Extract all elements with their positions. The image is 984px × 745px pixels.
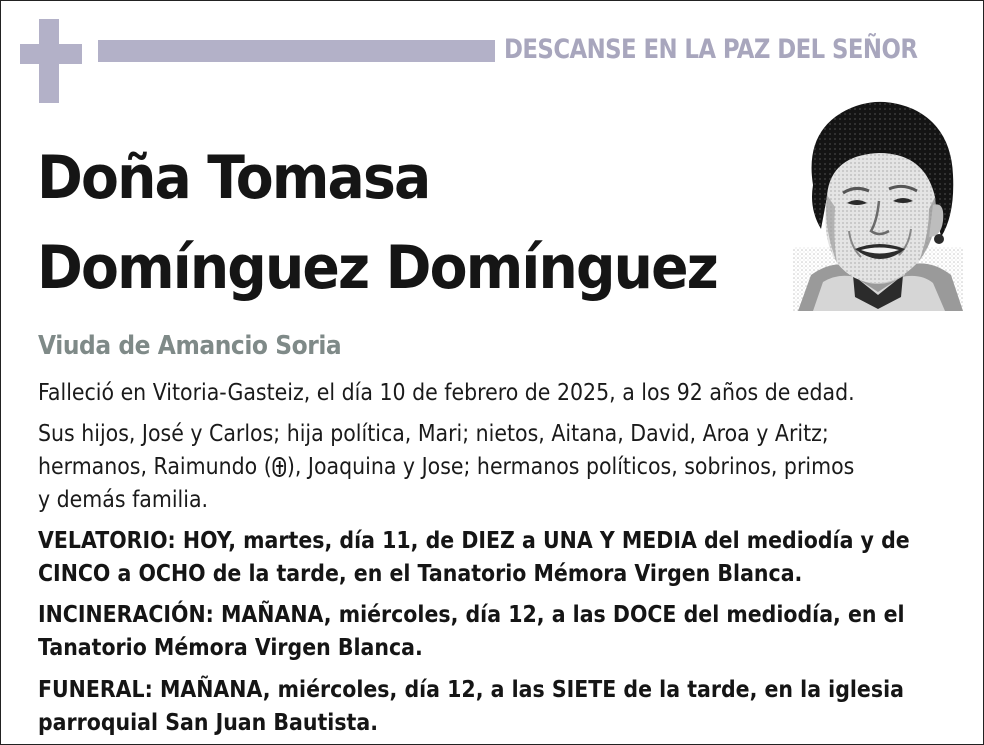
incineracion-paragraph	[38, 599, 930, 665]
incineracion-line-1: INCINERACIÓN: MAÑANA, miércoles, día 12, a las DOCE del mediodía, en el	[38, 602, 905, 628]
deceased-cross-icon	[273, 457, 286, 477]
velatorio-line-1: VELATORIO: HOY, martes, día 11, de DIEZ a UNA Y MEDIA del mediodía y de	[38, 528, 910, 554]
funeral-line-1: FUNERAL: MAÑANA, miércoles, día 12, a las SIETE de la tarde, en la iglesia	[38, 677, 904, 703]
funeral-line-2: parroquial San Juan Bautista.	[38, 710, 378, 736]
velatorio-paragraph	[38, 525, 930, 591]
portrait-photo	[793, 97, 963, 311]
death-notice-text: Falleció en Vitoria-Gasteiz, el día 10 de febrero de 2025, a los 92 años de edad.	[38, 380, 855, 406]
velatorio-line-2: CINCO a OCHO de la tarde, en el Tanatorio Mémora Virgen Blanca.	[38, 561, 803, 587]
cross-icon	[20, 19, 82, 103]
family-line-2-start: hermanos, Raimundo (	[38, 454, 272, 480]
death-notice-paragraph	[38, 377, 930, 410]
header-divider-bar	[98, 40, 495, 62]
family-line-3: y demás familia.	[38, 487, 209, 513]
incineracion-line-2: Tanatorio Mémora Virgen Blanca.	[38, 635, 423, 661]
deceased-name-line-2: Domínguez Domínguez	[37, 233, 717, 303]
deceased-name-line-1: Doña Tomasa	[37, 143, 430, 213]
family-line-2-end: ), Joaquina y Jose; hermanos políticos, sobrinos, primos	[286, 454, 855, 480]
funeral-paragraph	[38, 674, 930, 740]
family-line-2	[38, 451, 930, 484]
family-line-1: Sus hijos, José y Carlos; hija política, Mari; nietos, Aitana, David, Aroa y Aritz;	[38, 421, 829, 447]
deceased-name	[37, 133, 717, 313]
header-title: DESCANSE EN LA PAZ DEL SEÑOR	[504, 34, 918, 65]
widow-subtitle: Viuda de Amancio Soria	[38, 331, 342, 361]
family-paragraph	[38, 418, 930, 517]
